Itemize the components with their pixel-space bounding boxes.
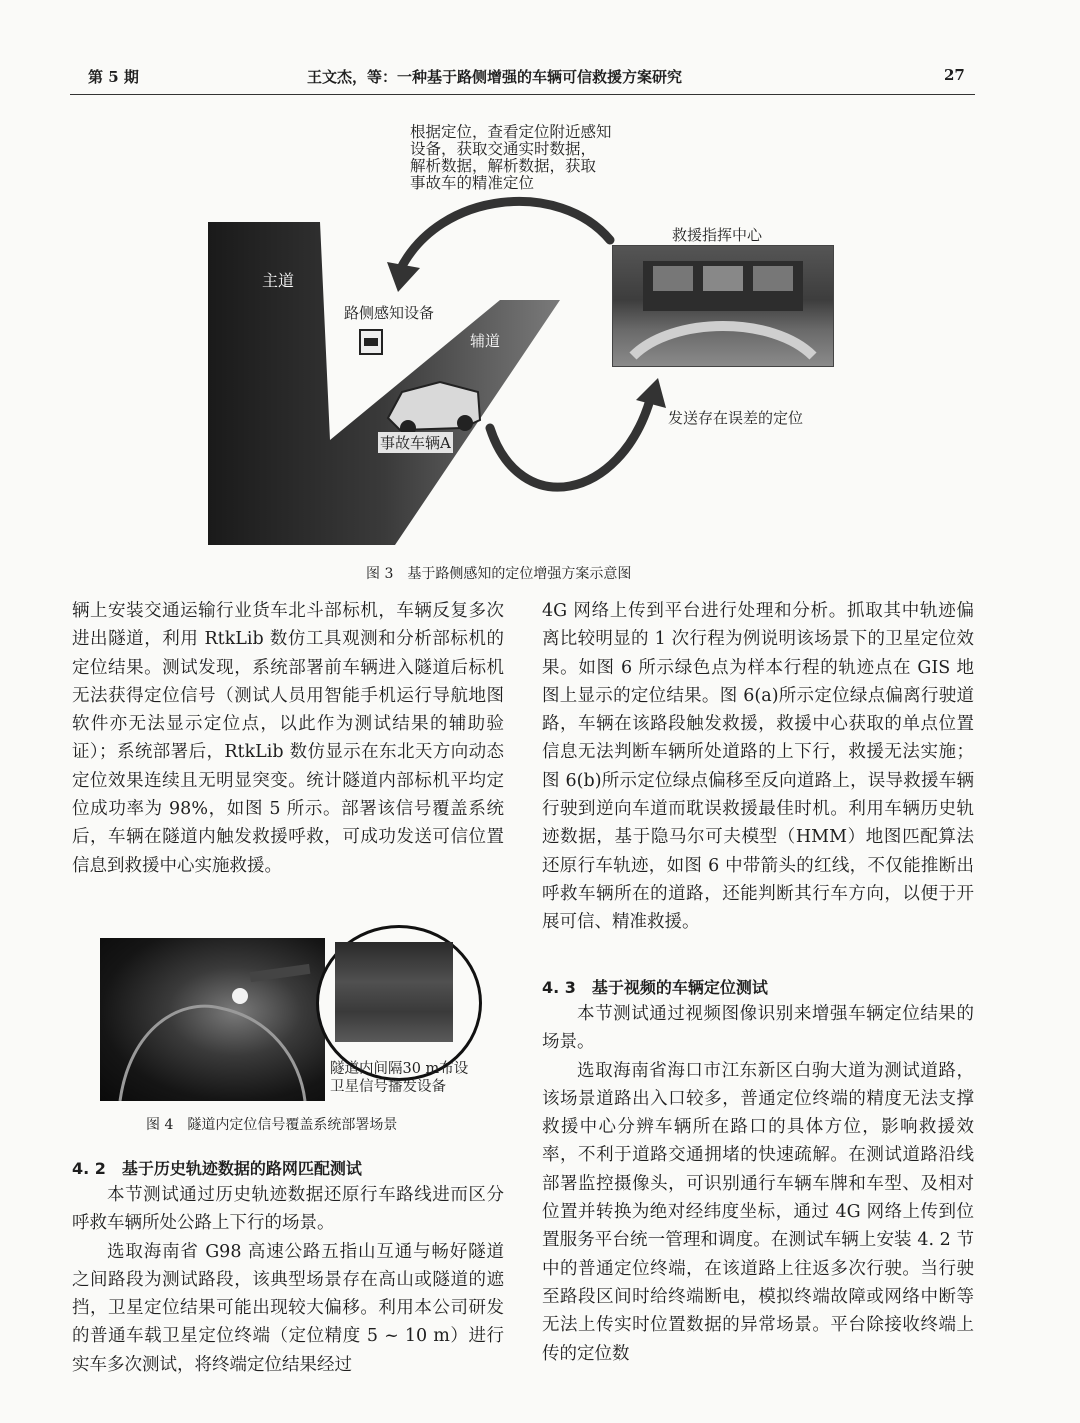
- paragraph: 本节测试通过视频图像识别来增强车辆定位结果的场景。: [542, 1004, 974, 1053]
- paragraph: 本节测试通过历史轨迹数据还原行车路线进而区分呼救车辆所处公路上下行的场景。: [72, 1185, 504, 1234]
- left-column-top: [72, 597, 504, 880]
- section-4-3-title: 4. 3 基于视频的车辆定位测试: [542, 978, 768, 997]
- note-line: 隧道内间隔30 m布设: [330, 1061, 469, 1077]
- paragraph: 4G 网络上传到平台进行处理和分析。抓取其中轨迹偏离比较明显的 1 次行程为例说明该场景下的卫星定位效果。如图 6 所示绿色点为样本行程的轨迹点在 GIS 地图上显示的定位结果。图 6(a)所示定位绿点偏离行驶道路，车辆在该路段触发救援，救援中心获取的单点位置信息无法判断车辆所处道路的上下行，救援无法实施；图 6(b)所示定位绿点偏移至反向道路上，误导救援车辆行驶到逆向车道而耽误救援最佳时机。利用车辆历史轨迹数据，基于隐马尔可夫模型（HMM）地图匹配算法还原行车轨迹，如图 6 中带箭头的红线，不仅能推断出呼救车辆所在的道路，还能判断其行车方向，以便于开展可信、精准救援。: [542, 601, 974, 933]
- zoom-photo: [335, 942, 453, 1042]
- left-column-bottom: [72, 1181, 504, 1379]
- note-line: 事故车的精准定位: [410, 174, 535, 192]
- main-road-shape: [208, 222, 560, 545]
- command-center-photo: [612, 245, 834, 367]
- roadside-device-label: 路侧感知设备: [344, 304, 435, 322]
- upper-arrow: [400, 201, 610, 270]
- page-number: 27: [944, 66, 965, 84]
- figure4-note: [330, 1060, 468, 1096]
- aux-road-label: 辅道: [470, 332, 501, 350]
- journal-issue: 第 5 期: [88, 68, 139, 86]
- paragraph: 辆上安装交通运输行业货车北斗部标机，车辆反复多次进出隧道，利用 RtkLib 数仿工具观测和分析部标机的定位结果。测试发现，系统部署前车辆进入隧道后标机无法获得定位信号（测试人员用智能手机运行导航地图软件亦无法显示定位点，以此作为测试结果的辅助验证）；系统部署后，RtkLib 数仿显示在东北天方向动态定位效果连续且无明显突变。统计隧道内部标机平均定位成功率为 98%，如图 5 所示。部署该信号覆盖系统后，车辆在隧道内触发救援呼救，可成功发送可信位置信息到救援中心实施救援。: [72, 601, 504, 876]
- note-line: 卫星信号播发设备: [330, 1079, 446, 1095]
- note-line: 设备，获取交通实时数据，: [410, 140, 597, 158]
- lower-arrow: [490, 400, 650, 487]
- send-label: 发送存在误差的定位: [668, 409, 804, 427]
- right-column-bottom: [542, 1000, 974, 1368]
- figure4-caption: 图 4 隧道内定位信号覆盖系统部署场景: [146, 1117, 398, 1133]
- section-4-2-title: 4. 2 基于历史轨迹数据的路网匹配测试: [72, 1159, 362, 1178]
- command-center-label: 救援指挥中心: [672, 226, 763, 244]
- figure3-caption: 图 3 基于路侧感知的定位增强方案示意图: [366, 566, 632, 582]
- paragraph: 选取海南省海口市江东新区白驹大道为测试道路，该场景道路出入口较多，普通定位终端的精度无法支撑救援中心分辨车辆所在路口的具体方位，影响救援效率，不利于道路交通拥堵的快速疏解。在测试道路沿线部署监控摄像头，可识别通行车辆车牌和车型、及相对位置并转换为绝对经纬度坐标，通过 4G 网络上传到位置服务平台统一管理和调度。在测试车辆上安装 4. 2 节中的普通定位终端，在该道路上往返多次行驶。当行驶至路段区间时给终端断电，模拟终端故障或网络中断等无法上传实时位置数据的异常场景。平台除接收终端上传的定位数: [542, 1060, 974, 1364]
- note-line: 解析数据，解析数据，获取: [410, 157, 597, 175]
- running-title: 王文杰，等：一种基于路侧增强的车辆可信救援方案研究: [307, 68, 683, 86]
- note-line: 根据定位，查看定位附近感知: [410, 123, 612, 141]
- right-column-top: [542, 597, 974, 937]
- paragraph: 选取海南省 G98 高速公路五指山互通与畅好隧道之间路段为测试路段，该典型场景存在高山或隧道的遮挡，卫星定位结果可能出现较大偏移。利用本公司研发的普通车载卫星定位终端（定位精度 5 ~ 10 m）进行实车多次测试，将终端定位结果经过: [72, 1241, 504, 1375]
- figure3-diagram: [0, 0, 1080, 600]
- tunnel-photo: [100, 938, 325, 1101]
- accident-vehicle-label: 事故车辆A: [380, 434, 451, 452]
- figure3-note: [410, 124, 612, 192]
- main-road-label: 主道: [262, 271, 295, 290]
